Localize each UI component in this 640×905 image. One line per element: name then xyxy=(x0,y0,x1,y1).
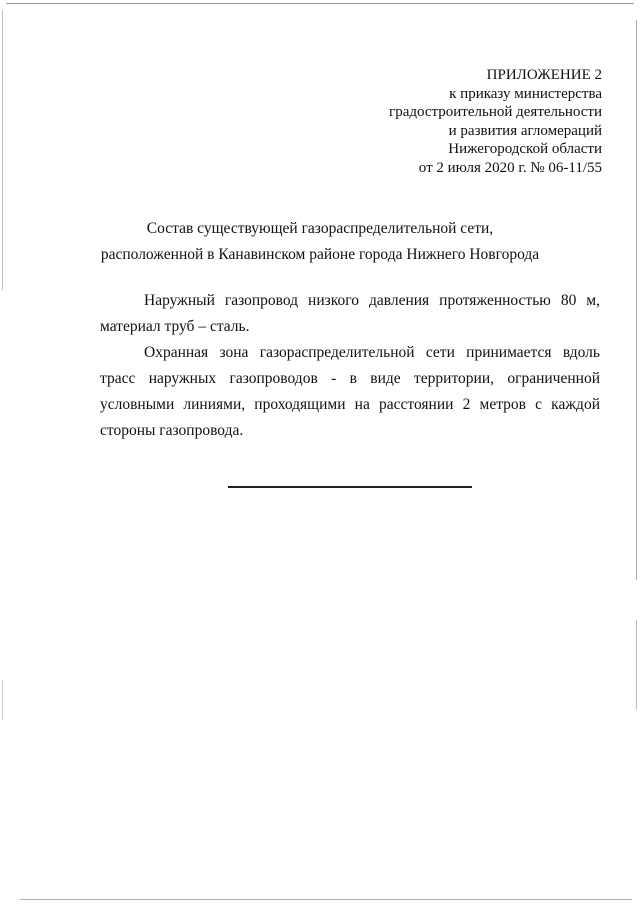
appendix-order-ref: к приказу министерства xyxy=(449,85,602,102)
title-line-1: Состав существующей газораспределительной сети, xyxy=(146,220,494,237)
scan-edge-left xyxy=(2,10,3,290)
paragraph-pipeline: Наружный газопровод низкого давления протяженностью 80 м, материал труб – сталь. xyxy=(100,292,600,335)
document-body xyxy=(100,288,600,444)
closing-rule xyxy=(228,486,472,488)
scan-edge-top xyxy=(6,3,634,4)
appendix-number: ПРИЛОЖЕНИЕ 2 xyxy=(486,67,602,83)
paragraph-protection-zone: Охранная зона газораспределительной сети принимается вдоль трасс наружных газопроводов - в виде территории, ограниченной условными линиями, проходящими на расстоянии 2 метров с каждой стороны газопровода. xyxy=(100,344,600,439)
appendix-ministry-line2: и развития агломераций xyxy=(448,122,602,139)
scan-edge-right-lower xyxy=(636,620,637,710)
document-title xyxy=(60,216,580,268)
title-line-2: расположенной в Канавинском районе города Нижнего Новгорода xyxy=(100,246,540,263)
scan-edge-right xyxy=(636,20,637,580)
appendix-date-number: от 2 июля 2020 г. № 06-11/55 xyxy=(418,159,602,176)
scan-edge-left-lower xyxy=(2,680,3,720)
appendix-region: Нижегородской области xyxy=(448,141,602,157)
scan-edge-bottom xyxy=(20,899,632,900)
appendix-ministry-line1: градостроительной деятельности xyxy=(389,104,602,120)
appendix-header xyxy=(282,66,602,177)
